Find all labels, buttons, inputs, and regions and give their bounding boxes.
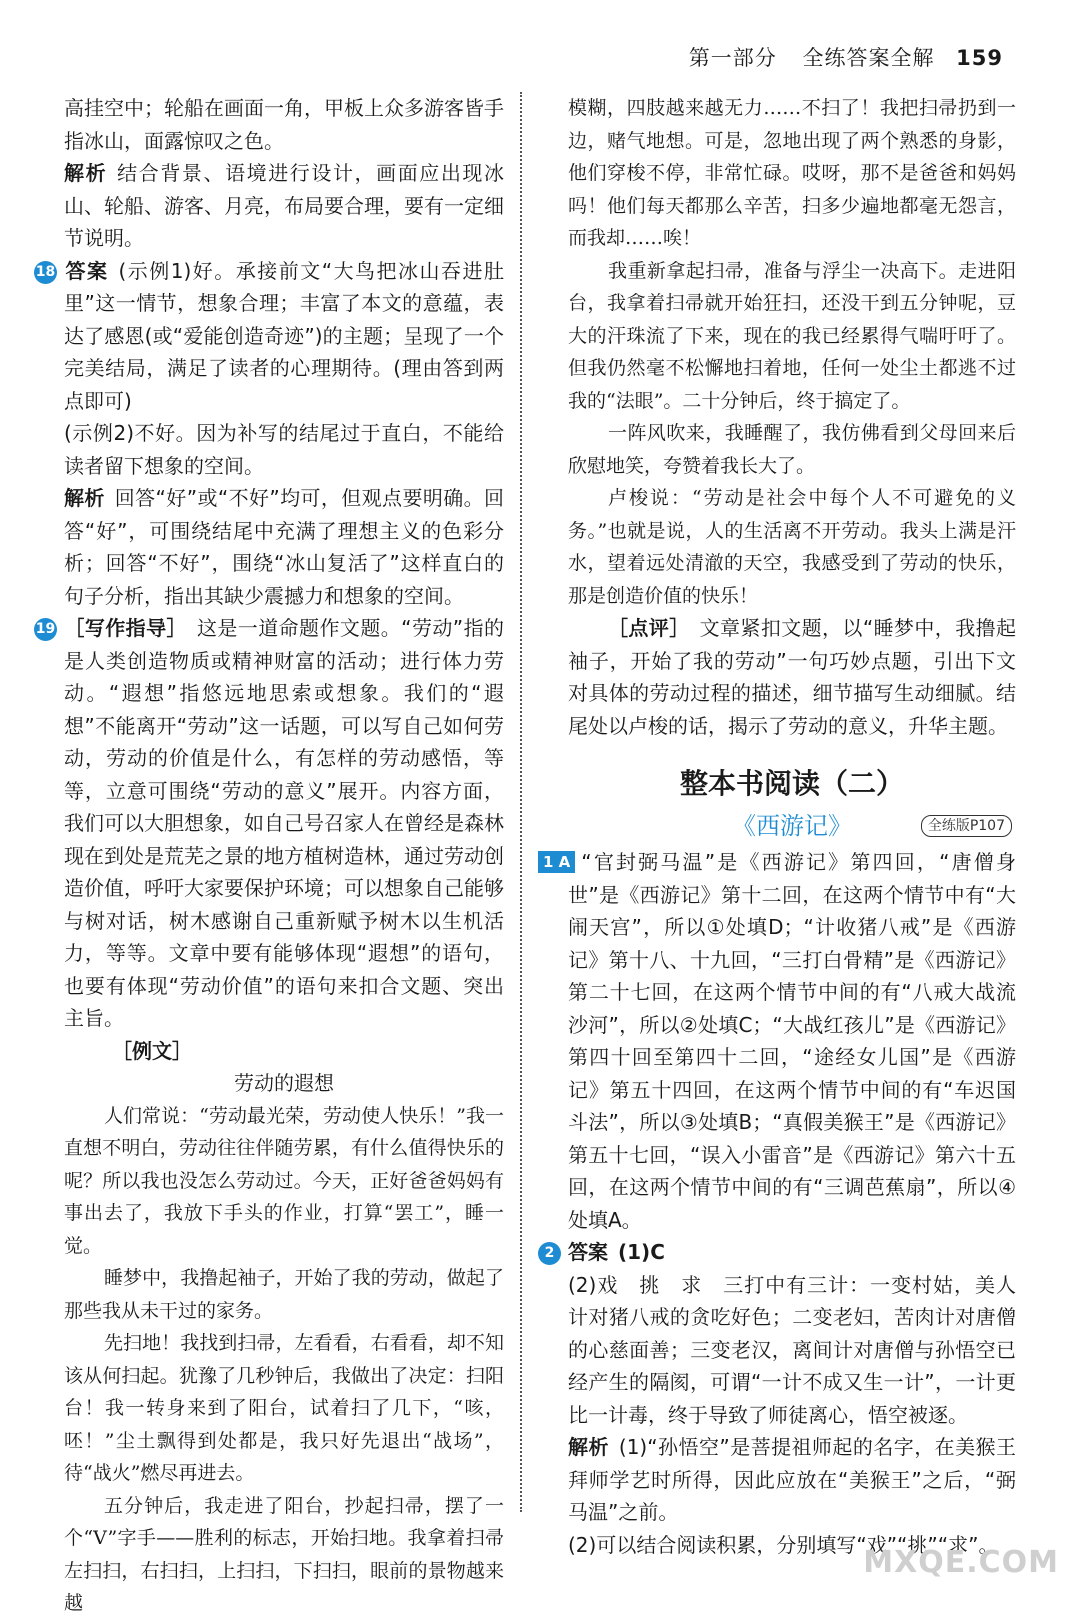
- essay-paragraph: 一阵风吹来，我睡醒了，我仿佛看到父母回来后欣慰地笑，夸赞着我长大了。: [568, 422, 1016, 477]
- essay-title: 劳动的遐想: [234, 1071, 334, 1095]
- q18-answer-label: 答案: [64, 258, 109, 283]
- review-label: ［点评］: [608, 616, 690, 640]
- q2-jiexi-text-2: (2)可以结合阅读积累，分别填写“戏”“挑”“求”。: [568, 1532, 999, 1557]
- essay-paragraph: 五分钟后，我走进了阳台，抄起扫帚，摆了一个“V”字手——胜利的标志，开始扫地。我拿着扫帚左扫扫，右扫扫，上扫扫，下扫扫，眼前的景物越来越: [64, 1494, 504, 1614]
- q2-jiexi-label: 解析: [568, 1435, 609, 1459]
- q1-answer-text: “官封弼马温”是《西游记》第四回，“唐僧身世”是《西游记》第十二回，在这两个情节中有“大闹天宫”，所以①处填D；“计收猪八戒”是《西游记》第十八、十九回，“三打白骨精”是《西游记》第二十七回，在这两个情节中间的有“八戒大战流沙河”，所以②处填C；“大战红孩儿”是《西游记》第四十回至第四十二回，“途经女儿国”是《西游记》第五十四回，在这两个情节中间的有“车迟国斗法”，所以③处填B；“真假美猴王”是《西游记》第五十七回，“误入小雷音”是《西游记》第六十五回，在这两个情节中间的有“三调芭蕉扇”，所以④处填A。: [568, 850, 1016, 1232]
- right-column: [543, 92, 1017, 1561]
- essay-paragraph: 模糊，四肢越来越无力……不扫了！我把扫帚扔到一边，赌气地想。可是，忽地出现了两个熟悉的身影，他们穿梭不停，非常忙碌。哎呀，那不是爸爸和妈妈吗！他们每天都那么辛苦，扫多少遍地都毫无怨言，而我却……唉！: [568, 97, 1016, 249]
- q18-number-badge: 18: [34, 261, 57, 284]
- jiexi-text: 结合背景、语境进行设计，画面应出现冰山、轮船、游客、月亮，布局要合理，要有一定细节说明。: [64, 161, 505, 250]
- essay-paragraph: 我重新拿起扫帚，准备与浮尘一决高下。走进阳台，我拿着扫帚就开始狂扫，还没干到五分钟呢，豆大的汗珠流了下来，现在的我已经累得气喘吁吁了。但我仍然毫不松懈地扫着地，任何一处尘土都逃不过我的“法眼”。二十分钟后，终于搞定了。: [568, 259, 1016, 412]
- header-title: 全练答案全解: [802, 46, 935, 70]
- q18-jiexi-label: 解析: [64, 486, 105, 510]
- book-title: 《西游记》: [732, 812, 852, 840]
- review-text: 文章紧扣文题，以“睡梦中，我撸起袖子，开始了我的劳动”一句巧妙点题，引出下文对具体的劳动过程的描述，细节描写生动细腻。结尾处以卢梭的话，揭示了劳动的意义，升华主题。: [568, 616, 1016, 738]
- part-label: 第一部分: [688, 46, 777, 70]
- q19-guide-text: 这是一道命题作文题。“劳动”指的是人类创造物质或精神财富的活动；进行体力劳动。“遐想”指悠远地思索或想象。我们的“遐想”不能离开“劳动”这一话题，可以写自己如何劳动，劳动的价值是什么，有怎样的劳动感悟，等等，立意可围绕“劳动的意义”展开。内容方面，我们可以大胆想象，如自己号召家人在曾经是森林现在到处是荒芜之景的地方植树造林，通过劳动创造价值，呼吁大家要保护环境；可以想象自己能够与树对话，树木感谢自己重新赋予树木以生机活力，等等。文章中要有能够体现“遐想”的语句，也要有体现“劳动价值”的语句来扣合文题、突出主旨。: [64, 616, 504, 1030]
- watermark-logo: MXQE.COM: [863, 1545, 1059, 1580]
- q2-number-badge: 2: [538, 1242, 561, 1265]
- reference-badge: 全练版P107: [921, 815, 1012, 837]
- q19-guide-label: ［写作指导］: [64, 616, 187, 640]
- left-column: [35, 92, 505, 1620]
- essay-paragraph: 卢梭说：“劳动是社会中每个人不可避免的义务。”也就是说，人的生活离不开劳动。我头上满是汗水，望着远处清澈的天空，我感受到了劳动的快乐，那是创造价值的快乐！: [568, 487, 1016, 607]
- jiexi-label: 解析: [64, 161, 108, 185]
- q1-number-badge: 1 A: [538, 851, 575, 873]
- essay-paragraph: 人们常说：“劳动最光荣，劳动使人快乐！”我一直想不明白，劳动往往伴随劳累，有什么值得快乐的呢？所以我也没怎么劳动过。今天，正好爸爸妈妈有事出去了，我放下手头的作业，打算“罢工”，睡一觉。: [64, 1104, 504, 1257]
- column-divider: [520, 92, 522, 1512]
- book-title-row: [568, 806, 1016, 846]
- q18-answer-text: (示例1)好。承接前文“大鸟把冰山吞进肚里”这一情节，想象合理；丰富了本文的意蕴，表达了感恩(或“爱能创造奇迹”)的主题；呈现了一个完美结局，满足了读者的心理期待。(理由答到两点即可): [64, 258, 505, 413]
- q18-jiexi-text: 回答“好”或“不好”均可，但观点要明确。回答“好”，可围绕结尾中充满了理想主义的色彩分析；回答“不好”，围绕“冰山复活了”这样直白的句子分析，指出其缺少震撼力和想象的空间。: [64, 486, 504, 608]
- q18-answer-text-2: (示例2)不好。因为补写的结尾过于直白，不能给读者留下想象的空间。: [64, 421, 504, 478]
- intro-text: 高挂空中；轮船在画面一角，甲板上众多游客皆手指冰山，面露惊叹之色。: [64, 96, 504, 153]
- page-number: 159: [956, 46, 1003, 70]
- essay-paragraph: 睡梦中，我撸起袖子，开始了我的劳动，做起了那些我从未干过的家务。: [64, 1267, 504, 1322]
- q2-answer-1: (1)C: [618, 1240, 665, 1264]
- essay-paragraph: 先扫地！我找到扫帚，左看看，右看看，却不知该从何扫起。犹豫了几秒钟后，我做出了决定：扫阳台！我一转身来到了阳台，试着扫了几下，“咳，呸！”尘土飘得到处都是，我只好先退出“战场”，待“战火”燃尽再进去。: [64, 1332, 504, 1484]
- q2-jiexi-text: (1)“孙悟空”是菩提祖师起的名字，在美猴王拜师学艺时所得，因此应放在“美猴王”之后，“弼马温”之前。: [568, 1435, 1017, 1524]
- q2-answer-2: (2)戏 挑 求 三打中有三计：一变村姑，美人计对猪八戒的贪吃好色；二变老妇，苦肉计对唐僧的心慈面善；三变老汉，离间计对唐僧与孙悟空已经产生的隔阂，可谓“一计不成又生一计”，一计更比一计毒，终于导致了师徒离心，悟空被逐。: [568, 1272, 1016, 1427]
- example-label: ［例文］: [112, 1038, 192, 1063]
- q2-answer-label: 答案: [568, 1240, 608, 1264]
- q19-number-badge: 19: [34, 618, 57, 641]
- section-title: 整本书阅读（二）: [679, 767, 904, 800]
- page-header: [689, 42, 1003, 72]
